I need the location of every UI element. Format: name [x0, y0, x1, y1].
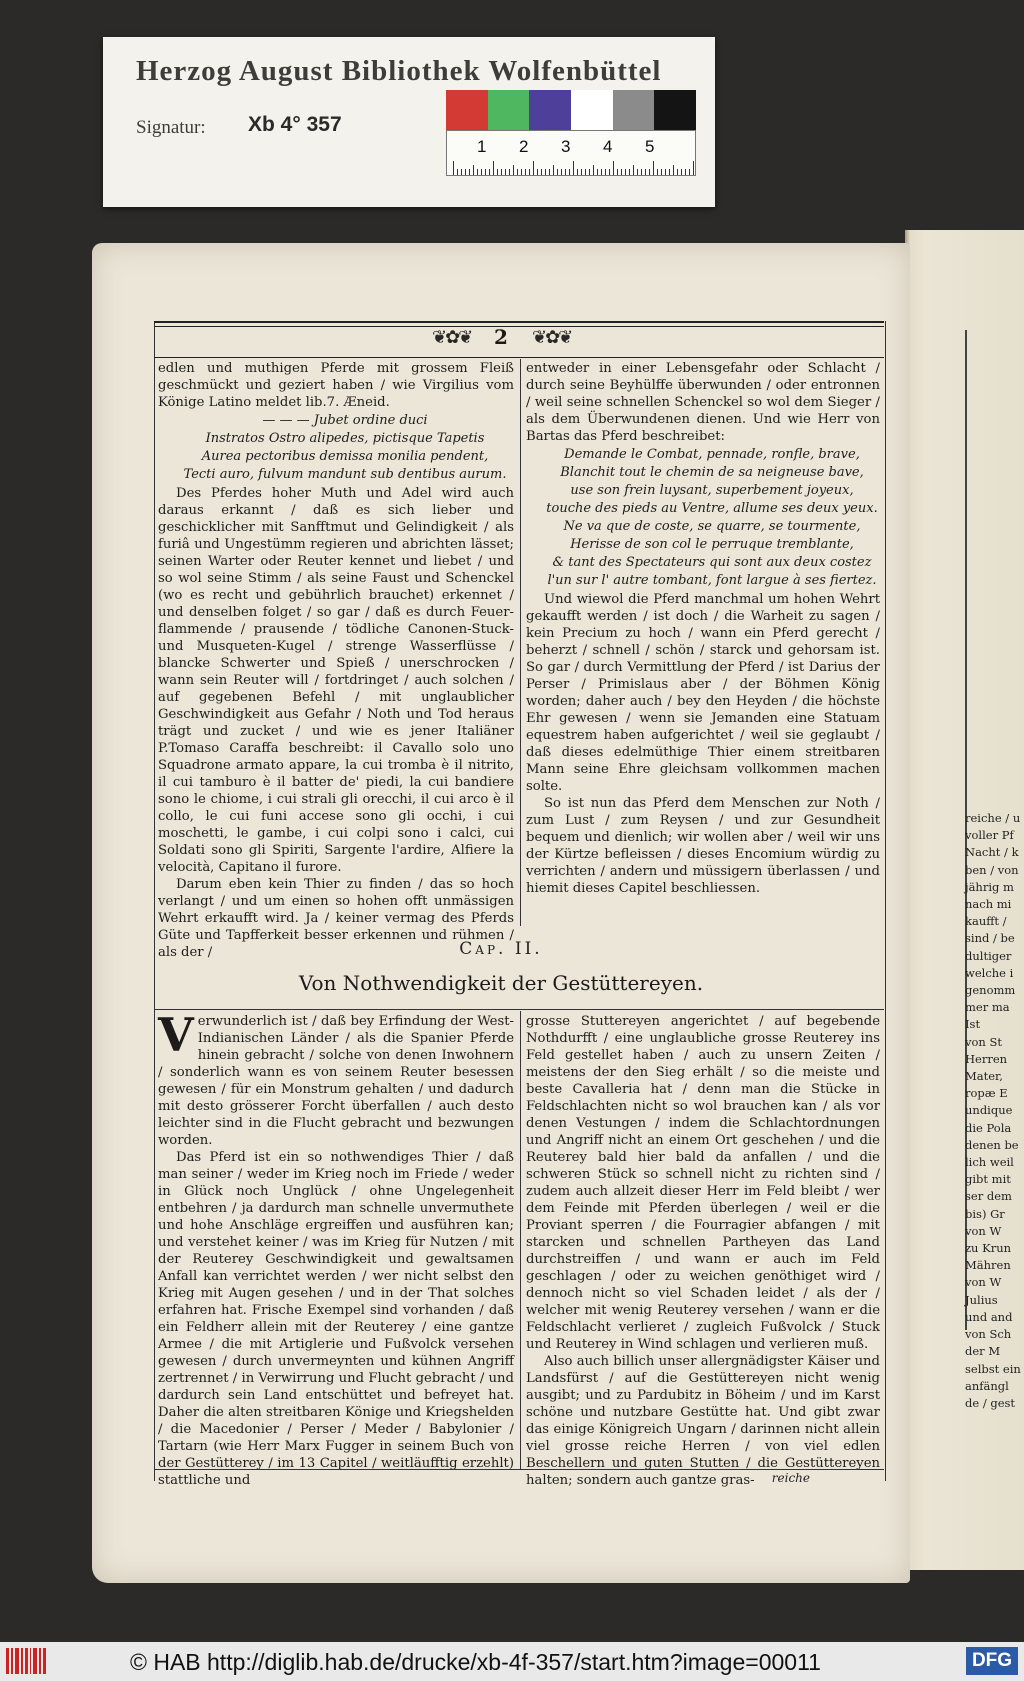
ruler-tick	[557, 169, 558, 175]
ruler-number: 3	[561, 137, 571, 156]
facing-page-line: von Sch	[965, 1327, 1012, 1342]
facing-page-line: genomm	[965, 983, 1016, 998]
ruler-tick	[637, 169, 638, 175]
ruler-tick	[533, 161, 534, 175]
facing-page-line: gibt mit	[965, 1172, 1011, 1187]
color-swatch	[488, 90, 530, 130]
ruler-tick	[661, 169, 662, 175]
ruler-tick	[561, 169, 562, 175]
facing-page-line: ser dem	[965, 1189, 1012, 1204]
ruler-tick	[653, 161, 654, 175]
ruler-tick	[529, 169, 530, 175]
ruler-tick	[493, 161, 494, 175]
facing-page-text	[965, 810, 1024, 1450]
ruler-tick	[453, 161, 454, 175]
ruler-tick	[645, 169, 646, 175]
column-divider-top	[520, 359, 521, 926]
ruler-tick	[581, 169, 582, 175]
ruler-tick	[633, 165, 634, 175]
facing-page-line: lich weil	[965, 1155, 1014, 1170]
facing-page-line: Ist	[965, 1017, 981, 1032]
right-column-bottom	[526, 1013, 880, 1488]
ruler-tick	[545, 169, 546, 175]
chapter-label: Cap. II.	[459, 939, 543, 959]
french-verse	[526, 447, 880, 589]
signatur-value: Xb 4° 357	[248, 113, 342, 136]
ruler-tick	[497, 169, 498, 175]
ruler-tick	[629, 169, 630, 175]
color-swatch	[529, 90, 571, 130]
verse-line: & tant des Spectateurs qui sont aux deux costez	[552, 555, 872, 570]
drop-cap: V	[158, 1008, 194, 1062]
footer-rule	[154, 1469, 884, 1470]
paragraph: So ist nun das Pferd dem Menschen zur Noth / zum Lust / zum Reysen / und zur Gesundheit bequem und dienlich; wir wollen aber / weil wir uns der Kürtze befleissen / dieses Encomium würdig zu verrichten / andern und müssigern überlassen / und hiemit dieses Capitel beschliessen.	[526, 796, 880, 896]
book-page	[92, 243, 910, 1583]
facing-page-line: nach mi	[965, 897, 1012, 912]
color-swatch	[654, 90, 696, 130]
header-ornament-right: ❦✿❦	[532, 327, 572, 348]
facing-page-line: zu Krun	[965, 1241, 1012, 1256]
verse-line: Demande le Combat, pennade, ronfle, brave,	[564, 447, 860, 462]
facing-page-line: Herren	[965, 1051, 1008, 1066]
facing-page-line: undique	[965, 1103, 1013, 1118]
verse-line: Tecti auro, fulvum mandunt sub dentibus aurum.	[183, 467, 507, 482]
barcode-icon	[6, 1648, 46, 1674]
facing-page-line: von St	[965, 1034, 1002, 1049]
ruler-tick	[609, 169, 610, 175]
ruler-tick	[589, 169, 590, 175]
color-swatch	[446, 90, 488, 130]
verse-line: use son frein luysant, superbement joyeux,	[570, 483, 854, 498]
ruler-tick	[673, 165, 674, 175]
ruler-tick	[621, 169, 622, 175]
ruler-number: 5	[645, 137, 655, 156]
ruler-tick	[585, 169, 586, 175]
ruler-tick	[669, 169, 670, 175]
ruler-tick	[485, 169, 486, 175]
facing-page-line: und and	[965, 1309, 1013, 1324]
facing-page-line: anfängl	[965, 1378, 1009, 1393]
paragraph: entweder in einer Lebensgefahr oder Schlacht / durch seine Beyhülffe überwunden / oder entronnen / weil seine schnellen Schenckel so wol dem Sieger / als dem Überwundenen dienen. Und wie Herr von Bartas das Pferd beschreibet:	[526, 361, 880, 444]
facing-page-line: ben / von	[965, 862, 1019, 877]
color-swatch	[613, 90, 655, 130]
facing-page-line: reiche / u	[965, 811, 1021, 825]
ruler-tick	[593, 165, 594, 175]
ruler-tick	[477, 169, 478, 175]
library-title: Herzog August Bibliothek Wolfenbüttel	[136, 55, 662, 87]
ruler-tick	[657, 169, 658, 175]
ruler-number: 1	[477, 137, 487, 156]
right-column-top	[526, 360, 880, 926]
library-label-card	[103, 37, 715, 207]
copyright-url[interactable]: © HAB http://diglib.hab.de/drucke/xb-4f-357/start.htm?image=00011	[130, 1649, 821, 1675]
verse-line: Ne va que de coste, se quarre, se tourmente,	[563, 519, 861, 534]
ruler-tick	[469, 169, 470, 175]
ruler-tick	[693, 161, 694, 175]
ruler-tick	[505, 169, 506, 175]
facing-page-line: Nacht / k	[965, 845, 1019, 860]
ruler-tick	[489, 169, 490, 175]
opening-text: erwunderlich ist / daß bey Erfindung der West-Indianischen Länder / als die Spanier Pferde hinein gebracht / solche von denen Inwohnern / sonderlich wann es von seinem Reuter besessen gewesen / für ein Monstrum gehalten / und dadurch mit desto grösserer Forcht überfallen / auch desto leichter sind in die Flucht gebracht und bezwungen worden.	[158, 1014, 514, 1148]
facing-page-line: kaufft /	[965, 914, 1007, 929]
facing-page-line: de / gest	[965, 1395, 1016, 1410]
ruler-tick	[517, 169, 518, 175]
ruler-tick	[665, 169, 666, 175]
verse-line: Instratos Ostro alipedes, pictisque Tapetis	[205, 431, 485, 446]
facing-page-line: von W	[965, 1223, 1002, 1238]
facing-page-line: bis) Gr	[965, 1206, 1005, 1221]
ruler-tick	[549, 169, 550, 175]
verse-line: l'un sur l' autre tombant, font largue à ses fiertez.	[547, 573, 877, 588]
ruler-tick	[521, 169, 522, 175]
dfg-logo: DFG	[966, 1647, 1018, 1675]
color-calibration-swatches	[446, 90, 696, 130]
ruler-tick	[465, 169, 466, 175]
header-rule-bottom	[154, 357, 884, 358]
ruler-tick	[641, 169, 642, 175]
viewer-footer	[0, 1642, 1024, 1681]
color-swatch	[571, 90, 613, 130]
paragraph: Darum eben kein Thier zu finden / das so hoch verlangt / und um einen so hohen offt unmässigen Wehrt erkaufft wird. Ja / keiner vermag des Pferds Güte und Tapfferkeit besser erkennen und rühmen / als der /	[158, 877, 514, 960]
ruler-tick	[525, 169, 526, 175]
paragraph: Also auch billich unser allergnädigster Käiser und Landsfürst / auf die Gestüttereyen nicht wenig ausgibt; und zu Pardubitz in Böheim / und im Karst schöne und nutzbare Gestütte hat. Und gibt zwar das einige Königreich Ungarn / darinnen nicht allein viel grosse reiche Herren / von viel edlen Beschellern und guten Stutten / die Gestüttereyen halten; sondern auch gantze gras-	[526, 1354, 880, 1488]
paragraph: Und wiewol die Pferd manchmal um hohen Wehrt gekaufft werden / ist doch / die Warheit zu sagen / kein Precium zu hoch / wann ein Pferd gerecht / beherzt / schnell / schön / starck und gehorsam ist. So gar / durch Vermittlung der Pferd / ist Darius der Perser / Primislaus aber / der Böhmen König worden; daher auch / bey den Heyden / die höchste Ehr gewesen / wenn sie Jemanden eine Statuam equestrem haben aufgerichtet / weil sie geglaubt / daß dieses edelmüthige Thier einem streitbaren Mann seine Ehre gleichsam vollkommen machen solte.	[526, 592, 880, 794]
facing-page-line: Mater,	[965, 1069, 1003, 1084]
verse-line: — — — Jubet ordine duci	[262, 413, 428, 428]
ruler-tick	[457, 169, 458, 175]
facing-page-line: die Pola	[965, 1120, 1012, 1135]
ruler-number: 4	[603, 137, 613, 156]
ruler-tick	[625, 169, 626, 175]
ruler-tick	[569, 169, 570, 175]
ruler-tick	[553, 165, 554, 175]
facing-page-line: voller Pf	[965, 828, 1014, 843]
ruler-tick	[461, 169, 462, 175]
facing-page-line: welche i	[965, 965, 1014, 980]
facing-page-line: ropæ E	[965, 1086, 1008, 1101]
scale-ruler	[446, 130, 696, 176]
page-number: 2	[494, 325, 508, 349]
ruler-tick	[689, 169, 690, 175]
facing-page-line: der M	[965, 1344, 1001, 1359]
ruler-tick	[597, 169, 598, 175]
facing-page-line: von W	[965, 1275, 1002, 1290]
signatur-label: Signatur:	[136, 117, 206, 138]
ruler-tick	[513, 165, 514, 175]
ruler-tick	[541, 169, 542, 175]
ruler-tick	[537, 169, 538, 175]
ruler-number: 2	[519, 137, 529, 156]
facing-page-line: sind / be	[965, 931, 1015, 946]
ruler-tick	[605, 169, 606, 175]
left-column-bottom	[158, 1008, 514, 1488]
verse-line: touche des pieds au Ventre, allume ses deux yeux.	[546, 501, 878, 516]
ruler-tick	[685, 169, 686, 175]
verse-line: Aurea pectoribus demissa monilia pendent,	[201, 449, 489, 464]
chapter-rule	[154, 1009, 884, 1010]
ruler-tick	[577, 169, 578, 175]
ruler-tick	[601, 169, 602, 175]
ruler-tick	[565, 169, 566, 175]
facing-page-line: Mähren	[965, 1258, 1011, 1273]
facing-page-line: denen be	[965, 1137, 1019, 1152]
ruler-tick	[509, 169, 510, 175]
paragraph: Das Pferd ist ein so nothwendiges Thier / daß man seiner / weder im Krieg noch im Friede / weder in Glück noch Unglück / ohne Ungelegenheit entbehren / ja dardurch man schnelle unvermuthete und hohe Anschläge ergreiffen und ausführen kan; und verstehet keiner / was im Krieg für Nutzen / mit der Reuterey Geschwindigkeit und gewaltsamen Anfall kan verrichtet werden / wer nicht selbst den Krieg mit Augen gesehen / und in der That solches erfahren hat. Frische Exempel sind vorhanden / daß ein Feldherr allein mit der Reuterey / eine gantze Armee / die mit Artiglerie und Fußvolck versehen gewesen / durch unvermeynten und kühnen Angriff zertrennet / in Verwirrung und Flucht gebracht / und dardurch sein Land entschüttet und befreyet hat. Daher die alten streitbaren Könige und Kriegshelden / die Macedonier / Perser / Meder / Babylonier / Tartarn (wie Herr Marx Fugger in seinem Buch von der Gestütterey / im 13 Capitel / weitläufftig erzehlt) stattliche und	[158, 1150, 514, 1488]
ruler-tick	[613, 161, 614, 175]
left-intro-text: edlen und muthigen Pferde mit grossem Fleiß geschmückt und geziert haben / wie Virgilius vom Könige Latino meldet lib.7. Æneid.	[158, 361, 514, 410]
paragraph: grosse Stuttereyen angerichtet / auf begebende Nothdurfft / eine unglaubliche grosse Reuterey ins Feld gestellet haben / auch zu unsern Zeiten / meistens der den Sieg erhält / so die meiste und beste Cavalleria hat / denn man die Stücke in Feldschlachten nicht so wol brauchen kan / als vor denen Vestungen / indem die Schlachtordnungen und Angriff nicht an einem Ort geschehen / und die Reuterey bald hier bald da anfallen / und die schweren Stück so schnell nicht zu richten sind / zudem auch allzeit dieser Herr im Feld bleibt / wer dem Feinde mit Pferden überlegen / weil er die Proviant sperren / die Fourragier abfangen / mit starcken und schnellen Partheyen das Land durchstreiffen / und wann er auch im Feld geschlagen / oder zu weichen genöthiget wird / dennoch nicht so viel Schaden leidet / als der / welcher mit wenig Reuterey versehen / wann er die Feldschlacht verlieret / zugleich Fußvolck / Stuck und Reuterey in Wind schlagen und verlieren muß.	[526, 1014, 880, 1352]
chapter-title: Von Nothwendigkeit der Gestüttereyen.	[298, 971, 704, 995]
facing-page-line: dultiger	[965, 948, 1012, 963]
ruler-tick	[677, 169, 678, 175]
facing-page-line: jährig m	[965, 879, 1014, 894]
header-ornament-left: ❦✿❦	[432, 327, 472, 348]
catchword: reiche	[771, 1471, 810, 1485]
facing-page-line: Julius	[965, 1292, 998, 1307]
ruler-tick	[481, 169, 482, 175]
ruler-tick	[473, 165, 474, 175]
chapter-opening-paragraph	[158, 1008, 514, 1149]
ruler-tick	[649, 169, 650, 175]
ruler-tick	[501, 169, 502, 175]
column-divider-bottom	[520, 1011, 521, 1469]
facing-page-line: selbst ein	[965, 1361, 1021, 1376]
ruler-tick	[617, 169, 618, 175]
ruler-tick	[573, 161, 574, 175]
ruler-tick	[681, 169, 682, 175]
paragraph: Des Pferdes hoher Muth und Adel wird auch daraus erkannt / daß es sich lieber und geschicklicher mit Sanfftmut und Gelindigkeit / als furiâ und Ungestümm regieren und abrichten lässet; seinen Warter oder Reuter kennet und liebet / und so wol seine Stimm / als seine Faust und Schenckel (wo es recht und gebührlich brauchet) erkennet / und denselben folget / so gar / daß es durch Feuer-flammende / prausende / tödliche Canonen-Stuck- und Musqueten-Kugel / strenge Wasserflüsse / blancke Schwerter und Spieß / unerschrocken / wann sein Reuter will / fortdringet / auch solchen / auf gegebenen Befehl / mit unglaublicher Geschwindigkeit aus Gefahr / Noth und Tod heraus trägt und zucket / und wie es jener Italiäner P.Tomaso Caraffa beschreibt: il Cavallo solo uno Squadrone armato appare, la cui tromba è il nitrito, il cui tamburo è il batter de' piedi, la cui bandiere sono le chiome, i cui strali gli orecchi, il cui arco è il collo, le cui funi accese sono gli occhi, i cui moschetti, le gambe, i cui colpi sono i calci, cui Soldati sono gli Spiriti, Sargente l'ardire, Alfiere la velocità, Capitano il furore.	[158, 486, 514, 875]
verse-line: Blanchit tout le chemin de sa neigneuse bave,	[560, 465, 864, 480]
latin-verse	[158, 413, 514, 483]
verse-line: Herisse de son col le perruque tremblante,	[570, 537, 854, 552]
facing-page-line: mer ma	[965, 1000, 1010, 1015]
